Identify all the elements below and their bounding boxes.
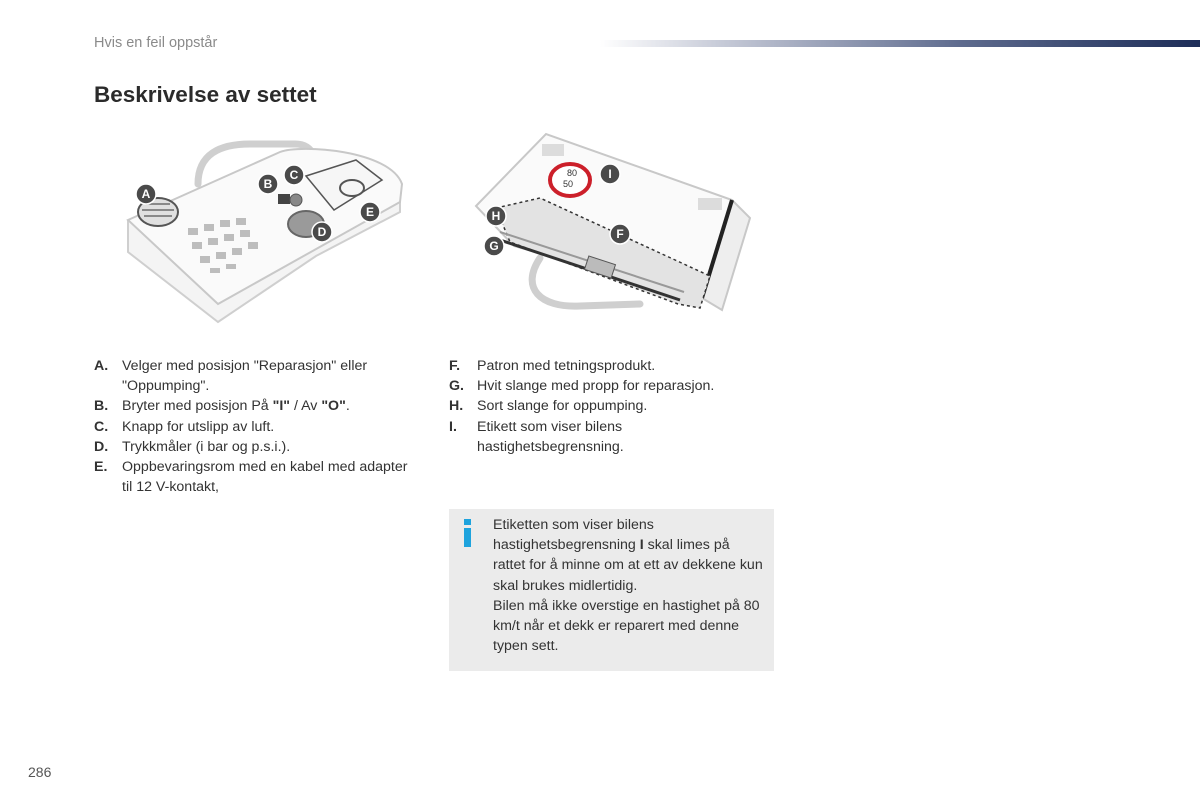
legend-item (94, 396, 414, 416)
callout-e (360, 202, 380, 222)
callout-a (136, 184, 156, 204)
legend-item (449, 376, 769, 396)
callout-h (486, 206, 506, 226)
legend-item (94, 437, 414, 457)
legend-item (449, 396, 769, 416)
legend-key: H. (449, 398, 464, 415)
legend-text: Sort slange for oppumping. (477, 398, 648, 415)
info-icon (461, 515, 475, 549)
callout-b (258, 174, 278, 194)
legend-text: Velger med posisjon "Reparasjon" eller "Oppumping". (122, 358, 368, 395)
legend-text: Etikett som viser bilens hastighetsbegrensning. (477, 418, 624, 455)
legend-key: E. (94, 459, 108, 476)
legend-item (94, 457, 414, 497)
legend-key: B. (94, 398, 109, 415)
legend-item (449, 417, 769, 457)
callout-g (484, 236, 504, 256)
legend-item (94, 417, 414, 437)
svg-text:F: F (616, 227, 624, 241)
compressor-illustration (120, 132, 420, 340)
svg-text:H: H (491, 209, 501, 223)
legend-item (94, 356, 414, 396)
section-title: Hvis en feil oppstår (94, 35, 218, 51)
callout-f (610, 224, 630, 244)
speed-label-80: 80 (566, 168, 578, 178)
legend-left (94, 356, 414, 497)
header-gradient-rule (600, 40, 1200, 47)
page-number: 286 (28, 764, 52, 780)
legend-key: A. (94, 358, 109, 374)
callout-i (600, 164, 620, 184)
svg-text:A: A (141, 187, 151, 201)
page-title: Beskrivelse av settet (94, 82, 317, 107)
info-note-box (449, 509, 774, 671)
legend-text: Knapp for utslipp av luft. (122, 418, 275, 435)
legend-key: F. (449, 358, 461, 374)
callout-c (284, 165, 304, 185)
legend-key: C. (94, 418, 109, 435)
svg-text:C: C (289, 168, 299, 182)
legend-text: Trykkmåler (i bar og p.s.i.). (122, 438, 291, 455)
legend-item (449, 356, 769, 376)
legend-key: G. (449, 378, 464, 395)
legend-right (449, 356, 769, 457)
svg-text:G: G (489, 239, 499, 253)
legend-key: D. (94, 438, 109, 455)
info-note-paragraph-1: Etiketten som viser bilens hastighetsbegrensning I skal limes på rattet for å minne om at ett av dekkene kun skal brukes midlertidig. (493, 517, 763, 594)
info-note-text (493, 515, 763, 656)
speed-label-50: 50 (562, 179, 574, 189)
svg-text:D: D (317, 225, 327, 239)
legend-text: Bryter med posisjon På "I" / Av "O". (122, 398, 350, 415)
svg-text:E: E (365, 205, 375, 219)
info-note-paragraph-2: Bilen må ikke overstige en hastighet på 80 km/t når et dekk er reparert med denne typen sett. (493, 597, 760, 655)
legend-text: Oppbevaringsrom med en kabel med adapter til 12 V-kontakt, (122, 459, 408, 496)
legend-text: Hvit slange med propp for reparasjon. (477, 378, 715, 395)
svg-text:I: I (608, 167, 612, 181)
kit-underside-illustration (470, 128, 760, 340)
callout-d (312, 222, 332, 242)
svg-text:B: B (263, 177, 273, 191)
legend-key: I. (449, 418, 457, 435)
legend-text: Patron med tetningsprodukt. (477, 358, 656, 374)
